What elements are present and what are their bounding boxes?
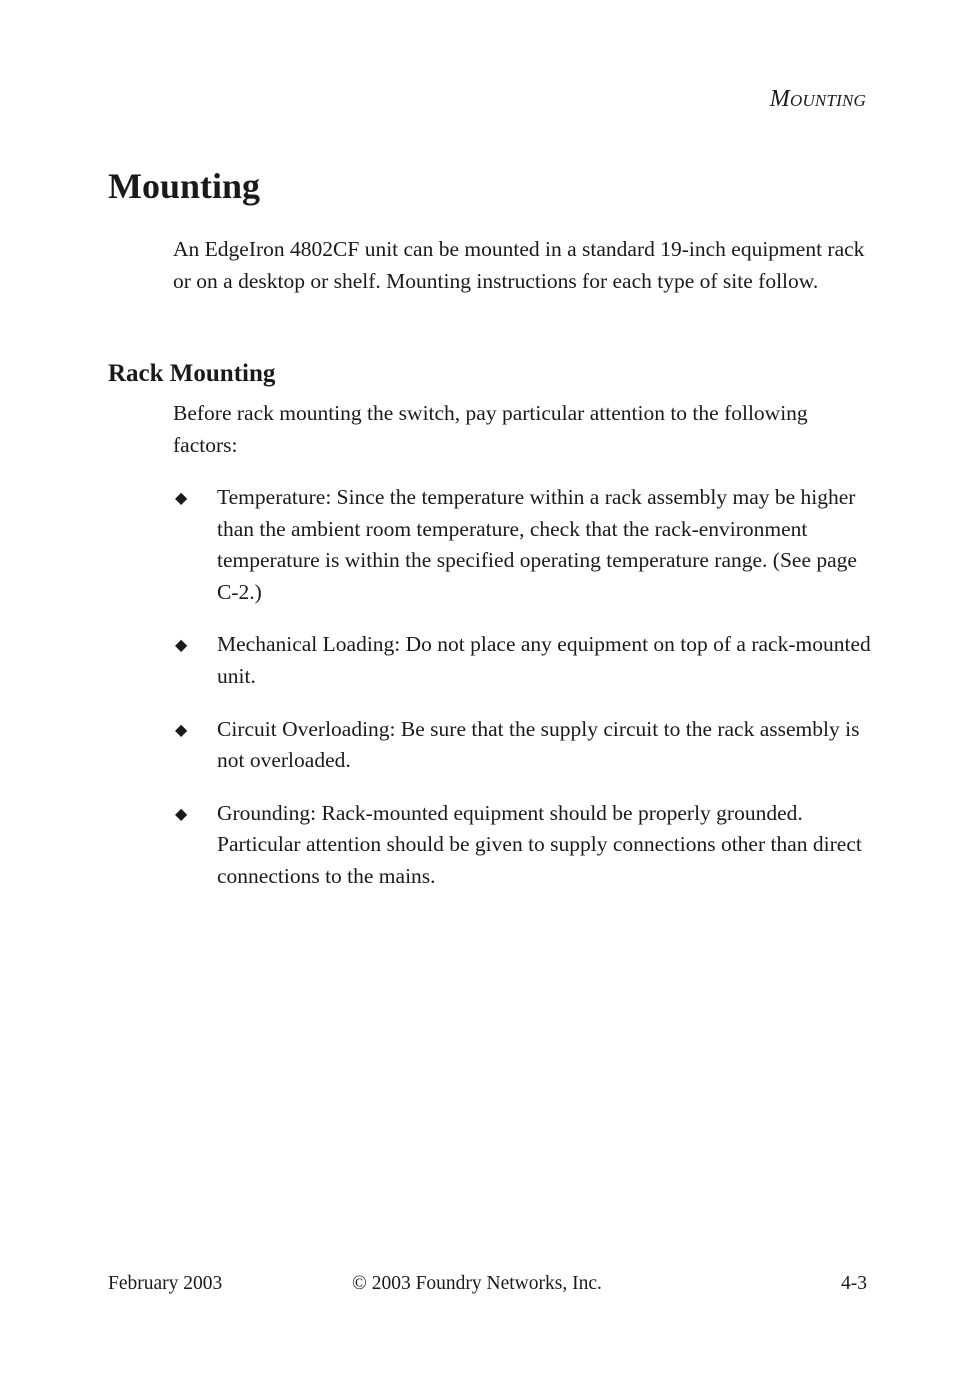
list-item-temperature [173, 482, 873, 608]
section-title-rack-mounting: Rack Mounting [108, 360, 276, 387]
footer-date: February 2003 [108, 1273, 223, 1294]
list-item-text: Circuit Overloading: Be sure that the supply circuit to the rack assembly is not overloaded. [217, 716, 860, 773]
diamond-bullet-icon: ◆ [175, 488, 188, 507]
footer-page-number: 4-3 [841, 1273, 867, 1294]
page-footer [108, 1273, 867, 1301]
footer-copyright: © 2003 Foundry Networks, Inc. [352, 1273, 602, 1294]
page-title: Mounting [108, 166, 261, 206]
diamond-bullet-icon: ◆ [175, 803, 188, 823]
factor-list [173, 482, 873, 914]
list-item-grounding [173, 798, 873, 893]
intro-paragraph: An EdgeIron 4802CF unit can be mounted in a standard 19-inch equipment rack or on a desktop or shelf. Mounting instructions for each type of site follow. [173, 237, 865, 293]
running-header: Mounting [769, 86, 866, 112]
diamond-bullet-icon: ◆ [175, 635, 188, 655]
list-item-circuit-overloading [173, 714, 873, 777]
list-item-text: Mechanical Loading: Do not place any equipment on top of a rack-mounted unit. [217, 632, 871, 688]
list-item-mechanical-loading [173, 629, 873, 692]
rack-lead-paragraph: Before rack mounting the switch, pay particular attention to the following factors: [173, 401, 808, 457]
list-item-text: Temperature: Since the temperature within a rack assembly may be higher than the ambient room temperature, check that the rack-environment temperature is within the specified operating temperature range. (See page C-2.) [217, 485, 857, 604]
diamond-bullet-icon: ◆ [175, 719, 188, 739]
list-item-text: Grounding: Rack-mounted equipment should be properly grounded. Particular attention should be given to supply connections other than direct connections to the mains. [217, 800, 862, 888]
